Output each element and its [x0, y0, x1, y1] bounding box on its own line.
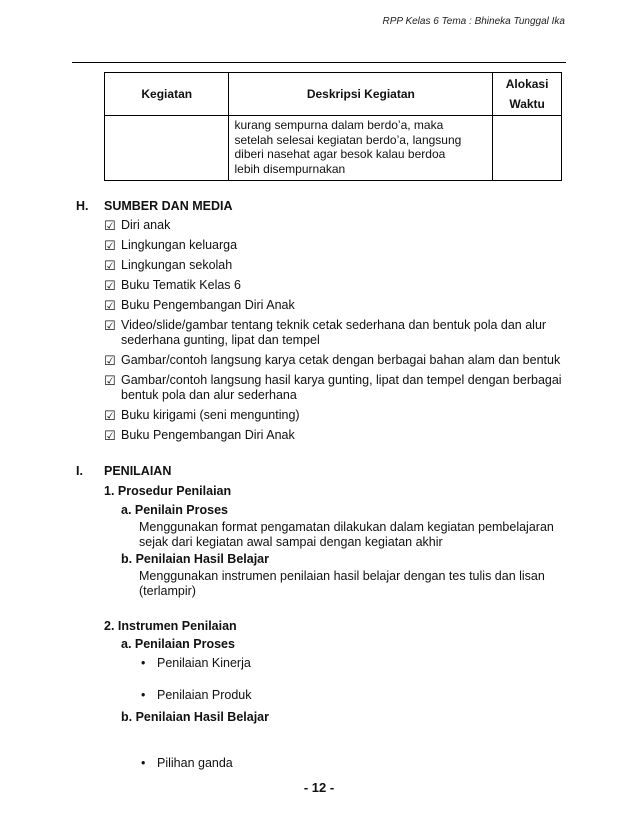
- header-description: Deskripsi Kegiatan: [229, 73, 493, 116]
- checkbox-icon: ☑: [104, 218, 116, 233]
- paragraph-line: sejak dari kegiatan awal sampai dengan kegiatan akhir: [139, 535, 443, 549]
- list-item: [104, 218, 574, 233]
- list-item-text: Buku kirigami (seni mengunting): [121, 408, 300, 422]
- description-line: setelah selesai kegiatan berdo’a, langsung: [234, 132, 462, 147]
- list-item-text: Buku Pengembangan Diri Anak: [121, 428, 295, 442]
- list-item: [104, 278, 574, 293]
- checkbox-icon: ☑: [104, 278, 116, 293]
- running-header: RPP Kelas 6 Tema : Bhineka Tunggal Ika: [382, 16, 565, 27]
- bullet-text: Penilaian Produk: [157, 688, 252, 702]
- bullet-icon: •: [141, 756, 146, 770]
- subsection-title: a. Penilain Proses: [121, 503, 228, 517]
- section-title: PENILAIAN: [104, 464, 172, 478]
- list-item: [104, 373, 574, 403]
- paragraph: [139, 569, 579, 599]
- list-item: [104, 298, 574, 313]
- bullet-item: [141, 656, 638, 670]
- paragraph-line: (terlampir): [139, 584, 196, 598]
- media-list: [104, 218, 574, 448]
- list-item-text: Gambar/contoh langsung karya cetak dengan berbagai bahan alam dan bentuk: [121, 353, 561, 367]
- list-item: [104, 428, 574, 443]
- bullet-item: [141, 688, 638, 702]
- header-rule: [72, 62, 566, 63]
- list-item-text: Lingkungan sekolah: [121, 258, 233, 272]
- activity-table: [104, 72, 562, 181]
- checkbox-icon: ☑: [104, 408, 116, 423]
- header-activity: Kegiatan: [105, 73, 229, 116]
- paragraph-line: Menggunakan format pengamatan dilakukan dalam kegiatan pembelajaran: [139, 520, 554, 534]
- list-item: [104, 408, 574, 423]
- section-letter: H.: [76, 199, 89, 213]
- bullet-item: [141, 756, 638, 770]
- list-item-text: Gambar/contoh langsung hasil karya gunting, lipat dan tempel dengan berbagai: [121, 373, 562, 387]
- bullet-text: Pilihan ganda: [157, 756, 233, 770]
- list-item: [104, 258, 574, 273]
- checkbox-icon: ☑: [104, 428, 116, 443]
- list-item: [104, 353, 574, 368]
- subsection-title: b. Penilaian Hasil Belajar: [121, 552, 269, 566]
- bullet-icon: •: [141, 656, 146, 670]
- list-item-text: sederhana gunting, lipat dan tempel: [121, 333, 320, 347]
- cell-description: [229, 116, 493, 181]
- list-item-text: Diri anak: [121, 218, 171, 232]
- header-allocation: [493, 73, 562, 116]
- checkbox-icon: ☑: [104, 318, 116, 333]
- checkbox-icon: ☑: [104, 258, 116, 273]
- cell-activity: [105, 116, 229, 181]
- description-line: lebih disempurnakan: [234, 161, 346, 176]
- subsection-title: a. Penilaian Proses: [121, 637, 235, 651]
- cell-allocation: [493, 116, 562, 181]
- checkbox-icon: ☑: [104, 353, 116, 368]
- list-item-text: Lingkungan keluarga: [121, 238, 238, 252]
- header-allocation-line-1: Alokasi: [505, 77, 549, 91]
- header-allocation-line-2: Waktu: [509, 97, 545, 111]
- page-number: - 12 -: [303, 780, 335, 795]
- paragraph: [139, 520, 579, 550]
- bullet-icon: •: [141, 688, 146, 702]
- subsection-title: 2. Instrumen Penilaian: [104, 619, 237, 633]
- subsection-title: 1. Prosedur Penilaian: [104, 484, 232, 498]
- list-item-text: bentuk pola dan alur sederhana: [121, 388, 297, 402]
- section-title: SUMBER DAN MEDIA: [104, 199, 233, 213]
- subsection-title: b. Penilaian Hasil Belajar: [121, 710, 269, 724]
- bullet-text: Penilaian Kinerja: [157, 656, 251, 670]
- table-header-row: [105, 73, 562, 116]
- paragraph-line: Menggunakan instrumen penilaian hasil belajar dengan tes tulis dan lisan: [139, 569, 545, 583]
- description-line: diberi nasehat agar besok kalau berdoa: [234, 147, 446, 162]
- list-item: [104, 318, 574, 348]
- checkbox-icon: ☑: [104, 298, 116, 313]
- section-letter: I.: [76, 464, 83, 478]
- list-item: [104, 238, 574, 253]
- checkbox-icon: ☑: [104, 373, 116, 388]
- description-line: kurang sempurna dalam berdo’a, maka: [234, 118, 444, 132]
- list-item-text: Video/slide/gambar tentang teknik cetak sederhana dan bentuk pola dan alur: [121, 318, 547, 332]
- list-item-text: Buku Tematik Kelas 6: [121, 278, 241, 292]
- table-row: [105, 116, 562, 181]
- checkbox-icon: ☑: [104, 238, 116, 253]
- list-item-text: Buku Pengembangan Diri Anak: [121, 298, 295, 312]
